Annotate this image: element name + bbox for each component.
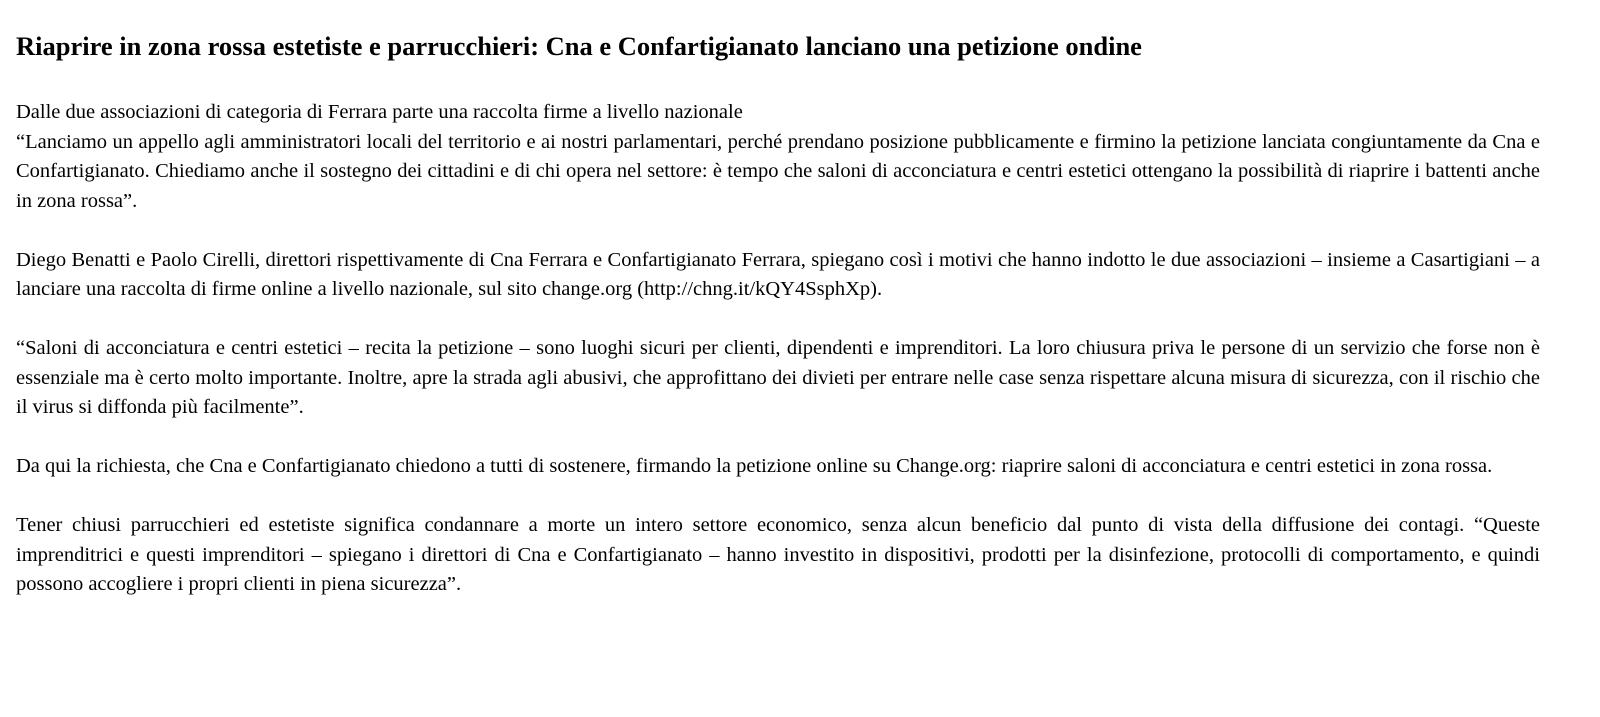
article	[16, 28, 1540, 629]
article-paragraph: Tener chiusi parrucchieri ed estetiste significa condannare a morte un intero settore economico, senza alcun beneficio dal punto di vista della diffusione dei contagi. “Queste imprenditrici e questi imprenditori – spiegano i direttori di Cna e Confartigianato – hanno investito in dispositivi, prodotti per la disinfezione, protocolli di comportamento, e quindi possono accogliere i propri clienti in piena sicurezza”.	[16, 514, 1540, 595]
article-paragraph: “Saloni di acconciatura e centri estetici – recita la petizione – sono luoghi sicuri per clienti, dipendenti e imprenditori. La loro chiusura priva le persone di un servizio che forse non è essenziale ma è certo molto importante. Inoltre, apre la strada agli abusivi, che approfittano dei divieti per entrare nelle case senza rispettare alcuna misura di sicurezza, con il rischio che il virus si diffonda più facilmente”.	[16, 337, 1540, 418]
article-paragraph: “Lanciamo un appello agli amministratori locali del territorio e ai nostri parlamentari, perché prendano posizione pubblicamente e firmino la petizione lanciata congiuntamente da Cna e Confartigianato. Chiediamo anche il sostegno dei cittadini e di chi opera nel settore: è tempo che saloni di acconciatura e centri estetici ottengano la possibilità di riaprire i battenti anche in zona rossa”.	[16, 130, 1540, 212]
article-paragraph: Diego Benatti e Paolo Cirelli, direttori rispettivamente di Cna Ferrara e Confartigianato Ferrara, spiegano così i motivi che hanno indotto le due associazioni – insieme a Casartigiani – a lanciare una raccolta di firme online a livello nazionale, sul sito change.org (http://chng.it/kQY4SsphXp).	[16, 248, 1540, 300]
article-paragraph: Da qui la richiesta, che Cna e Confartigianato chiedono a tutti di sostenere, firmando la petizione online su Change.org: riaprire saloni di acconciatura e centri estetici in zona rossa.	[16, 455, 1493, 477]
article-title: Riaprire in zona rossa estetiste e parrucchieri: Cna e Confartigianato lanciano una petizione ondine	[16, 31, 1142, 61]
article-subtitle: Dalle due associazioni di categoria di Ferrara parte una raccolta firme a livello nazionale	[16, 101, 743, 123]
